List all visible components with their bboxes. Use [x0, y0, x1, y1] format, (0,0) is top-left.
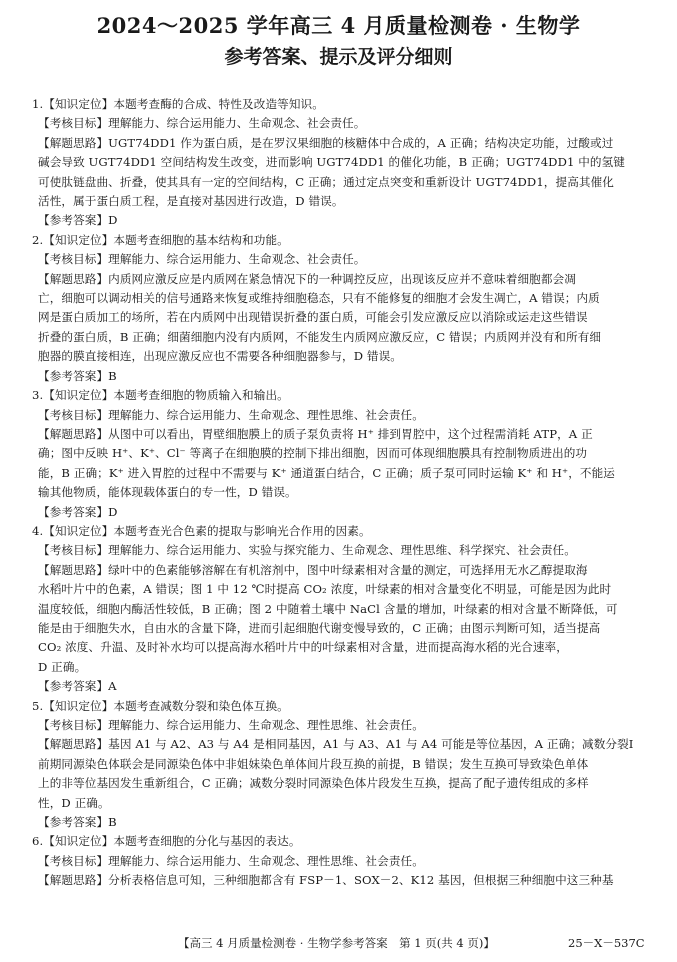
q6-knowledge: 6.【知识定位】本题考查细胞的分化与基因的表达。 — [32, 834, 301, 849]
q4-analysis-cont: 能是由于细胞失水，自由水的含量下降，进而引起细胞代谢变慢导致的，C 正确；由图示判断可知，适当提高 — [38, 620, 601, 635]
footer-doc-code: 25－X－537C — [568, 936, 645, 950]
q2-answer: 【参考答案】B — [38, 368, 117, 383]
q5-target: 【考核目标】理解能力、综合运用能力、生命观念、理性思维、社会责任。 — [38, 718, 424, 732]
q3-analysis-cont: 确；图中反映 H⁺、K⁺、Cl⁻ 等离子在细胞膜的控制下排出细胞，因而可体现细胞膜具有控制物质进出的功 — [38, 446, 588, 461]
q4-analysis-cont: CO₂ 浓度、升温、及时补水均可以提高海水稻叶片中的叶绿素相对含量，进而提高海水稻的光合速率， — [38, 640, 568, 655]
footer-page-info: 【高三 4 月质量检测卷 · 生物学参考答案 第 1 页(共 4 页)】 — [178, 936, 495, 950]
q5-analysis-cont: 上的非等位基因发生重新组合，C 正确；减数分裂时同源染色体片段发生互换，提高了配子遗传组成的多样 — [38, 776, 589, 791]
q1-analysis: 【解题思路】UGT74DD1 作为蛋白质，是在罗汉果细胞的核糖体中合成的，A 正确；结构决定功能，过酸或过 — [38, 135, 614, 150]
q1-answer: 【参考答案】D — [38, 213, 118, 228]
q6-target: 【考核目标】理解能力、综合运用能力、生命观念、理性思维、社会责任。 — [38, 853, 424, 868]
q5-analysis-cont: 前期同源染色体联会是同源染色体中非姐妹染色单体间片段互换的前提，B 错误；发生互换可导致染色单体 — [38, 756, 589, 771]
q5-answer: 【参考答案】B — [38, 815, 117, 830]
q4-analysis-cont: 温度较低，细胞内酶活性较低，B 正确；图 2 中随着土壤中 NaCl 含量的增加，叶绿素的相对含量不断降低，可 — [38, 601, 618, 616]
q2-analysis: 【解题思路】内质网应激反应是内质网在紧急情况下的一种调控反应，出现该反应并不意味着细胞都会凋 — [38, 271, 576, 286]
q5-analysis-cont: 性，D 正确。 — [38, 795, 110, 810]
q1-target: 【考核目标】理解能力、综合运用能力、生命观念、社会责任。 — [38, 116, 366, 131]
answer-content — [32, 95, 652, 891]
q3-analysis: 【解题思路】从图中可以看出，胃壁细胞膜上的质子泵负责将 H⁺ 排到胃腔中，这个过程需消耗 ATP，A 正 — [38, 426, 593, 441]
q2-analysis-cont: 胞器的膜直接相连，出现应激反应也不需要各种细胞器参与，D 错误。 — [38, 349, 402, 364]
q1-analysis-cont: 可使肽链盘曲、折叠，使其具有一定的空间结构，C 正确；通过定点突变和重新设计 UGT74DD1，提高其催化 — [38, 174, 614, 189]
q5-analysis: 【解题思路】基因 A1 与 A2、A3 与 A4 是相同基因，A1 与 A3、A1 与 A4 可能是等位基因，A 正确；减数分裂Ⅰ — [38, 737, 634, 752]
q4-answer: 【参考答案】A — [38, 679, 117, 694]
q3-analysis-cont: 能，B 正确；K⁺ 进入胃腔的过程中不需要与 K⁺ 通道蛋白结合，C 正确；质子泵可同时运输 K⁺ 和 H⁺，不能运 — [38, 465, 615, 480]
q1-analysis-cont: 碱会导致 UGT74DD1 空间结构发生改变，进而影响 UGT74DD1 的催化功能，B 正确；UGT74DD1 中的氢键 — [38, 155, 626, 170]
q3-answer: 【参考答案】D — [38, 504, 118, 519]
q1-analysis-cont: 活性，属于蛋白质工程，是直接对基因进行改造，D 错误。 — [38, 194, 344, 209]
q3-knowledge: 3.【知识定位】本题考查细胞的物质输入和输出。 — [32, 388, 289, 403]
q4-analysis-cont: 水稻叶片中的色素，A 错误；图 1 中 12 ℃时提高 CO₂ 浓度，叶绿素的相对含量变化不明显，可能是因为此时 — [38, 582, 612, 597]
q4-knowledge: 4.【知识定位】本题考查光合色素的提取与影响光合作用的因素。 — [32, 523, 371, 538]
page-subtitle: 参考答案、提示及评分细则 — [224, 46, 453, 68]
q2-analysis-cont: 网是蛋白质加工的场所，若在内质网中出现错误折叠的蛋白质，可能会引发应激反应以消除或运走这些错误 — [38, 310, 588, 325]
q4-analysis-cont: D 正确。 — [38, 659, 87, 674]
q3-target: 【考核目标】理解能力、综合运用能力、生命观念、理性思维、社会责任。 — [38, 407, 424, 422]
q5-knowledge: 5.【知识定位】本题考查减数分裂和染色体互换。 — [32, 698, 289, 713]
page-title: 2024～2025 学年高三 4 月质量检测卷 · 生物学 — [96, 13, 581, 38]
q2-target: 【考核目标】理解能力、综合运用能力、生命观念、社会责任。 — [38, 252, 366, 267]
q3-analysis-cont: 输其他物质，能体现载体蛋白的专一性，D 错误。 — [38, 485, 297, 500]
q2-analysis-cont: 折叠的蛋白质，B 正确；细菌细胞内没有内质网，不能发生内质网应激反应，C 错误；内质网并没有和所有细 — [38, 329, 602, 344]
q2-knowledge: 2.【知识定位】本题考查细胞的基本结构和功能。 — [32, 232, 289, 247]
q4-analysis: 【解题思路】绿叶中的色素能够溶解在有机溶剂中，图中叶绿素相对含量的测定，可选择用无水乙醇提取海 — [38, 562, 588, 577]
q6-analysis: 【解题思路】分析表格信息可知，三种细胞都含有 FSP－1、SOX－2、K12 基因，但根据三种细胞中这三种基 — [38, 873, 614, 888]
q4-target: 【考核目标】理解能力、综合运用能力、实验与探究能力、生命观念、理性思维、科学探究、社会责任。 — [38, 543, 576, 558]
q2-analysis-cont: 亡，细胞可以调动相关的信号通路来恢复或维持细胞稳态，只有不能修复的细胞才会发生凋亡，A 错误；内质 — [38, 291, 600, 306]
q1-knowledge: 1.【知识定位】本题考查酶的合成、特性及改造等知识。 — [32, 97, 324, 111]
